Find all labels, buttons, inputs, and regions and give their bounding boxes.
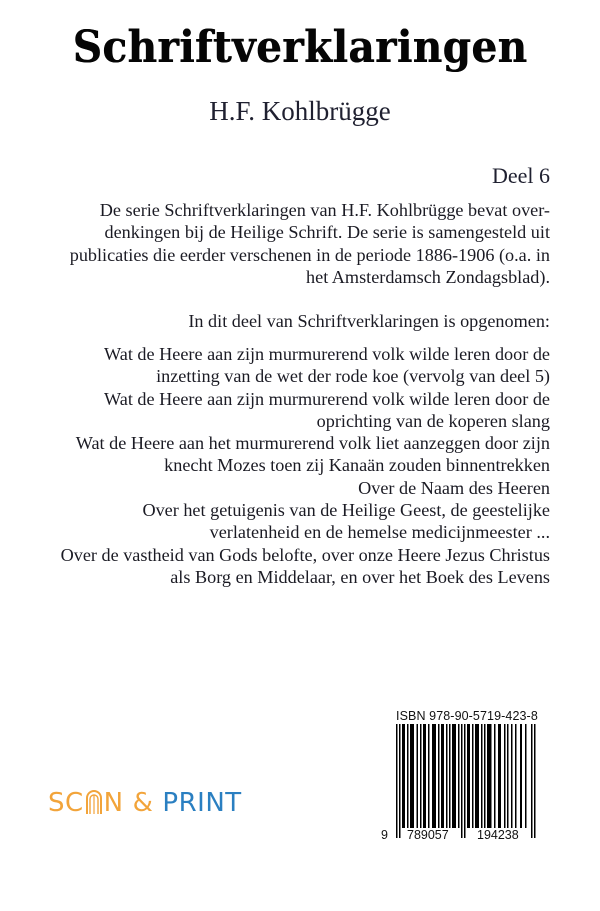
logo-text-sc: SC	[48, 788, 84, 818]
logo-text-n: N	[103, 788, 124, 818]
isbn-label: ISBN 978-90-5719-423-8	[396, 709, 538, 723]
barcode-icon	[394, 724, 544, 842]
contents-line: Wat de Heere aan het murmurerend volk liet aanzeggen door zijn	[75, 433, 550, 454]
contents-line: oprichting van de koperen slang	[316, 410, 550, 431]
contents-lead	[10, 310, 550, 332]
logo-ampersand: &	[132, 788, 154, 818]
description-line: denkingen bij de Heilige Schrift. De serie is samengesteld uit	[104, 222, 550, 243]
volume-label: Deel 6	[491, 163, 550, 188]
barcode-right-digits: 194238	[477, 828, 519, 842]
description-line: het Amsterdamsch Zondagsblad).	[306, 266, 550, 287]
description-line: publicaties die eerder verschenen in de periode 1886-1906 (o.a. in	[69, 244, 550, 265]
contents-line: Over de Naam des Heeren	[358, 477, 550, 498]
logo-text-print: PRINT	[162, 788, 242, 818]
barcode-first-digit: 9	[381, 828, 388, 842]
publisher-logo	[48, 784, 242, 818]
series-description	[10, 199, 550, 288]
author-name: H.F. Kohlbrügge	[209, 96, 391, 126]
contents-line: inzetting van de wet der rode koe (vervolg van deel 5)	[156, 366, 550, 387]
contents-line: Over het getuigenis van de Heilige Geest, de geestelijke	[142, 500, 550, 521]
book-title: Schriftverklaringen	[72, 22, 528, 73]
contents-line: knecht Mozes toen zij Kanaän zouden binnentrekken	[164, 455, 550, 476]
contents-line: verlatenheid en de hemelse medicijnmeester ...	[209, 522, 550, 543]
description-line: De serie Schriftverklaringen van H.F. Kohlbrügge bevat over-	[99, 200, 550, 220]
barcode-left-digits: 789057	[407, 828, 449, 842]
book-arch-icon	[85, 789, 103, 814]
contents-list	[10, 343, 550, 588]
contents-lead-text: In dit deel van Schriftverklaringen is opgenomen:	[188, 311, 550, 331]
contents-line: als Borg en Middelaar, en over het Boek des Levens	[170, 566, 550, 587]
contents-line: Over de vastheid van Gods belofte, over onze Heere Jezus Christus	[60, 544, 550, 565]
contents-line: Wat de Heere aan zijn murmurerend volk wilde leren door de	[104, 344, 550, 364]
contents-line: Wat de Heere aan zijn murmurerend volk wilde leren door de	[104, 388, 550, 409]
